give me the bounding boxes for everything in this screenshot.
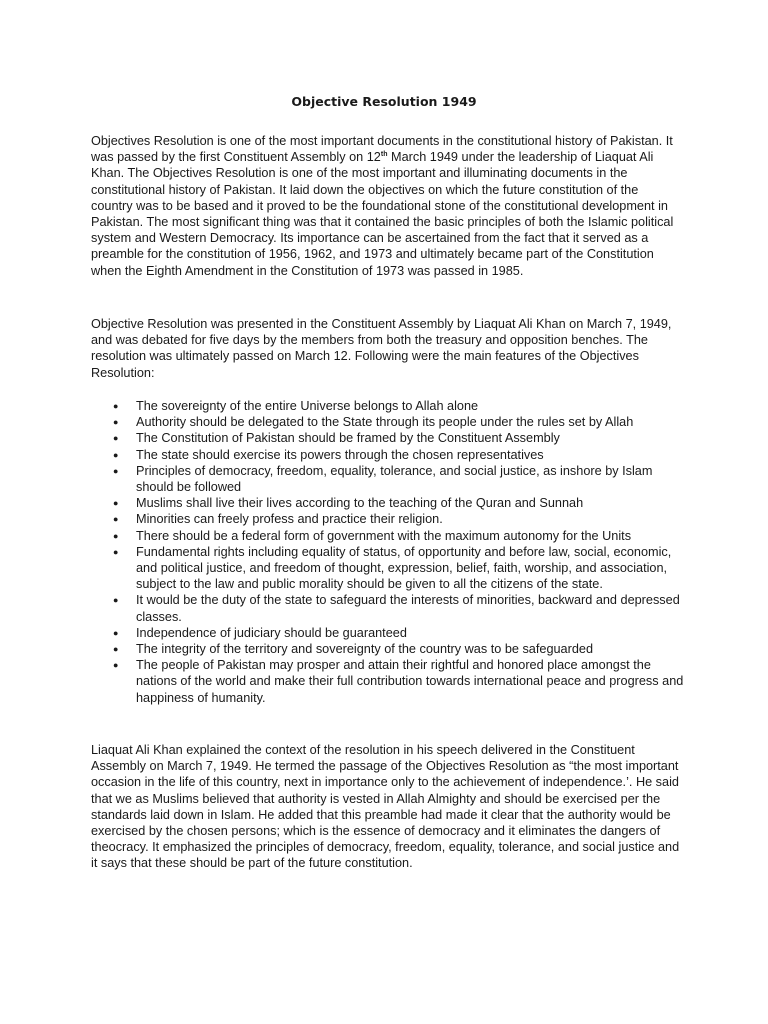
list-item (91, 430, 691, 446)
list-item (91, 511, 691, 527)
bullet-icon: ● (113, 530, 119, 541)
bullet-icon: ● (113, 595, 119, 606)
list-item-text: Fundamental rights including equality of status, of opportunity and before law, social, economic, and political justice, and freedom of thought, expression, belief, faith, worship, and association, subject to the law and public morality should be given to all the citizens of the state. (136, 544, 672, 592)
bullet-icon: ● (113, 417, 119, 428)
list-item-text: The sovereignty of the entire Universe belongs to Allah alone (136, 399, 479, 413)
list-item-text: The state should exercise its powers through the chosen representatives (136, 447, 544, 462)
list-item-text: Principles of democracy, freedom, equality, tolerance, and social justice, as inshore by Islam should be followed (136, 463, 653, 495)
list-item (91, 528, 691, 544)
bullet-icon: ● (113, 627, 119, 638)
list-item (91, 641, 691, 657)
paragraph-intro-part-b: March 1949 under the leadership of Liaquat Ali Khan. The Objectives Resolution is one of the most important and illuminating documents in the constitutional history of Pakistan. It laid down the objectives on which the future constitution of the country was to be based and it proved to be the foundational stone of the constitutional development in Pakistan. The most significant thing was that it contained the basic principles of both the Islamic political system and Western Democracy. Its importance can be ascertained from the fact that it served as a preamble for the constitution of 1956, 1962, and 1973 and ultimately became part of the Constitution when the Eighth Amendment in the Constitution of 1973 was passed in 1985. (91, 150, 674, 278)
paragraph-intro-part-a: Objectives Resolution is one of the most important documents in the constitutional history of Pakistan. It was passed by the first Constituent Assembly on 12 (91, 134, 673, 165)
list-item (91, 463, 691, 495)
list-item (91, 625, 691, 641)
features-list (91, 398, 691, 706)
bullet-icon: ● (113, 660, 119, 671)
list-item-text: There should be a federal form of government with the maximum autonomy for the Units (136, 528, 632, 543)
list-item-text: Authority should be delegated to the State through its people under the rules set by Allah (136, 415, 634, 430)
list-item-text: It would be the duty of the state to safeguard the interests of minorities, backward and depressed classes. (136, 593, 680, 624)
list-item (91, 657, 691, 706)
paragraph-speech: Liaquat Ali Khan explained the context of the resolution in his speech delivered in the Constituent Assembly on March 7, 1949. He termed the passage of the Objectives Resolution as “the most important occasion in the life of this country, next in importance only to the achievement of independence.’. He said that we as Muslims believed that authority is vested in Allah Almighty and should be exercised per the standards laid down in Islam. He added that this preamble had made it clear that the authority would be exercised by the chosen persons; which is the essence of democracy and it eliminates the dangers of theocracy. It emphasized the principles of democracy, freedom, equality, tolerance, and social justice and it says that these should be part of the future constitution. (91, 743, 680, 871)
list-item-text: The Constitution of Pakistan should be framed by the Constituent Assembly (136, 431, 560, 446)
paragraph-intro (91, 133, 681, 279)
list-item-text: The integrity of the territory and sovereignty of the country was to be safeguarded (136, 642, 594, 657)
bullet-icon: ● (113, 644, 119, 655)
list-item (91, 414, 691, 430)
list-item (91, 495, 691, 511)
bullet-icon: ● (113, 433, 119, 444)
bullet-icon: ● (113, 465, 119, 476)
ordinal-superscript: th (380, 150, 388, 158)
document-title: Objective Resolution 1949 (291, 94, 477, 109)
list-item-text: The people of Pakistan may prosper and attain their rightful and honored place amongst the nations of the world and make their full contribution towards international peace and progress and happiness of humanity. (136, 658, 684, 705)
list-item (91, 398, 691, 414)
bullet-icon: ● (113, 514, 119, 525)
bullet-icon: ● (113, 546, 119, 557)
list-item-text: Muslims shall live their lives according to the teaching of the Quran and Sunnah (136, 496, 584, 511)
bullet-icon: ● (113, 498, 119, 509)
paragraph-presentation: Objective Resolution was presented in the Constituent Assembly by Liaquat Ali Khan on March 7, 1949, and was debated for five days by the members from both the treasury and opposition benches. The resolution was ultimately passed on March 12. Following were the main features of the Objectives Resolution: (91, 317, 672, 380)
bullet-icon: ● (113, 449, 119, 460)
list-item (91, 592, 691, 624)
list-item-text: Independence of judiciary should be guaranteed (136, 625, 407, 640)
list-item (91, 544, 691, 593)
list-item (91, 447, 691, 463)
list-item-text: Minorities can freely profess and practice their religion. (136, 512, 443, 527)
bullet-icon: ● (113, 401, 119, 411)
